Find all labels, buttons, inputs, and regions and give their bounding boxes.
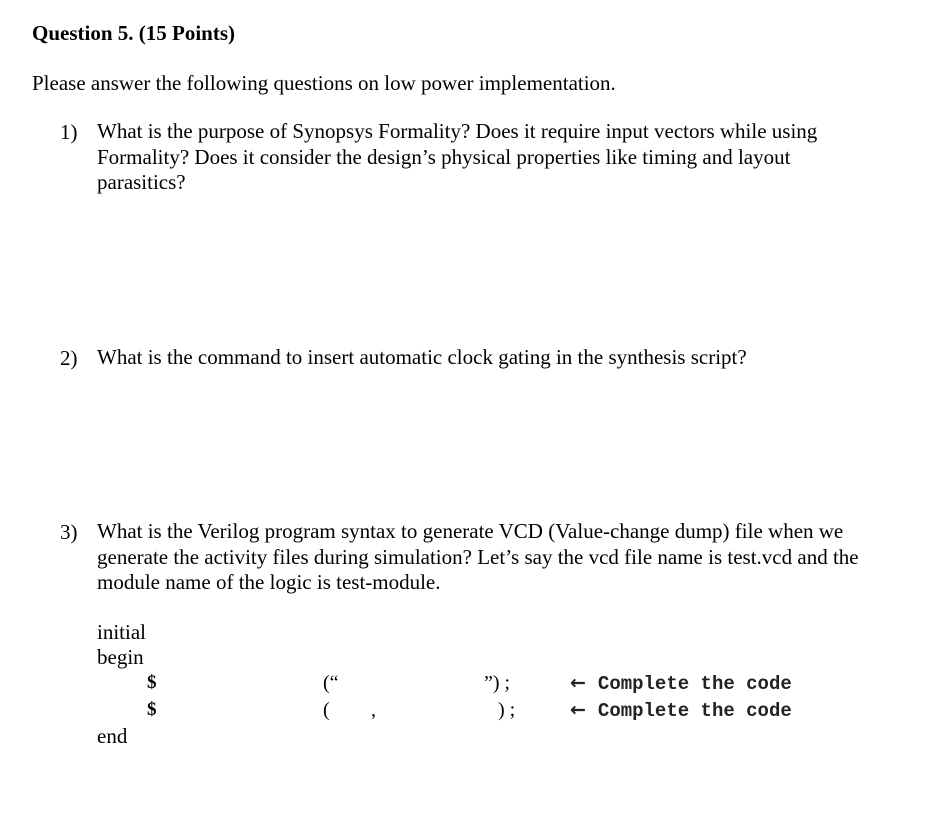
code-line-2-open-paren: ( xyxy=(323,699,330,721)
left-arrow-icon: ← xyxy=(570,672,586,694)
question-intro: Please answer the following questions on low power implementation. xyxy=(32,71,616,95)
code-line-1-dollar: $ xyxy=(147,672,157,693)
code-line-2-hint xyxy=(570,698,792,723)
item-1-number: 1) xyxy=(60,120,78,144)
item-3-text: What is the Verilog program syntax to generate VCD (Value-change dump) file when we generate the activity files during simulation? Let’s say the vcd file name is test.vcd and the module name of the logic is test-module. xyxy=(97,519,859,594)
code-line-2-hint-text: Complete the code xyxy=(597,700,792,722)
code-initial-keyword: initial xyxy=(97,620,146,644)
item-2-number: 2) xyxy=(60,346,78,370)
code-line-1-open-paren: (“ xyxy=(323,672,339,694)
code-end-keyword: end xyxy=(97,724,128,748)
question-title: Question 5. (15 Points) xyxy=(32,21,236,45)
code-line-2-close-paren: ) ; xyxy=(498,699,516,721)
code-line-1-hint xyxy=(570,671,792,696)
code-line-1-close-paren: ”) ; xyxy=(484,672,511,694)
item-2-text: What is the command to insert automatic clock gating in the synthesis script? xyxy=(97,345,747,369)
code-line-2-comma: , xyxy=(371,699,376,721)
code-line-1-hint-text: Complete the code xyxy=(597,673,792,695)
left-arrow-icon: ← xyxy=(570,699,586,721)
code-line-2-dollar: $ xyxy=(147,699,157,720)
code-begin-keyword: begin xyxy=(97,645,144,669)
item-1-text: What is the purpose of Synopsys Formality? Does it require input vectors while using Formality? Does it consider the design’s physical properties like timing and layout parasitics? xyxy=(97,119,818,194)
item-3-number: 3) xyxy=(60,520,78,544)
